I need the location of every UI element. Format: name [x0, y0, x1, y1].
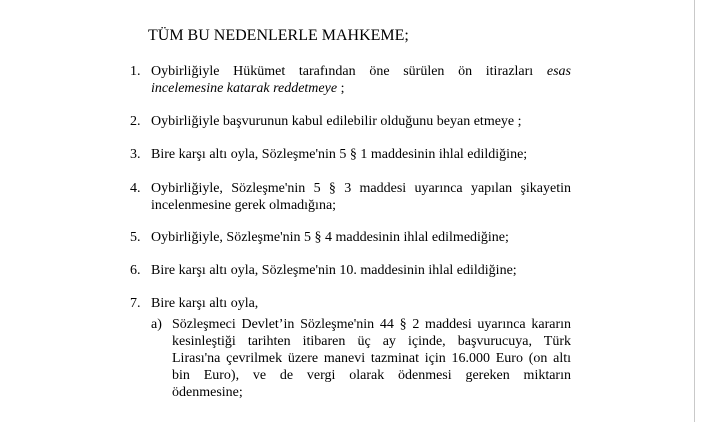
item-number: 5. [130, 230, 141, 245]
item-text-part: ; [337, 81, 345, 96]
item-text-line [151, 63, 571, 80]
item-text [151, 180, 571, 214]
item-number: 1. [130, 64, 141, 79]
sub-item-text-line: Sözleşmeci Devlet’in Sözleşme'nin 44 § 2 maddesi uyarınca kararın [172, 317, 571, 332]
item-text-line: incelenmesine gerek olmadığına; [151, 198, 337, 213]
item-text: Bire karşı altı oyla, [151, 296, 259, 311]
item-text-part: Oybirliğiyle Hükümet tarafından öne sürülen ön itirazları [151, 64, 547, 79]
sub-item-text-line: kesinleştiği tarihten itibaren üç ay içinde, başvurucuya, Türk [172, 334, 571, 349]
item-text: Oybirliğiyle başvurunun kabul edilebilir olduğunu beyan etmeye ; [151, 114, 522, 129]
item-text-italic: esas [546, 64, 571, 79]
sub-item-text [172, 316, 571, 401]
item-text: Bire karşı altı oyla, Sözleşme'nin 10. maddesinin ihlal edildiğine; [151, 263, 517, 278]
item-text [151, 63, 571, 97]
page-title: TÜM BU NEDENLERLE MAHKEME; [148, 27, 409, 44]
sub-item-letter: a) [151, 317, 162, 332]
sub-item-text-line: ödenmesine; [172, 385, 243, 400]
item-number: 7. [130, 296, 141, 311]
item-text: Oybirliğiyle, Sözleşme'nin 5 § 4 maddesinin ihlal edilmediğine; [151, 230, 509, 245]
sub-item-text-line: bin Euro), ve de vergi olarak ödenmesi gereken miktarın [172, 368, 571, 383]
item-number: 4. [130, 181, 141, 196]
item-text-line [151, 80, 571, 97]
item-text-line: Oybirliğiyle, Sözleşme'nin 5 § 3 maddesi uyarınca yapılan şikayetin [151, 181, 571, 196]
item-text-italic: incelemesine katarak reddetmeye [151, 81, 338, 96]
item-number: 2. [130, 114, 141, 129]
item-number: 6. [130, 263, 141, 278]
item-number: 3. [130, 147, 141, 162]
sub-item-text-line: Lirası'na çevrilmek üzere manevi tazminat için 16.000 Euro (on altı [172, 351, 571, 366]
item-text: Bire karşı altı oyla, Sözleşme'nin 5 § 1 maddesinin ihlal edildiğine; [151, 147, 528, 162]
